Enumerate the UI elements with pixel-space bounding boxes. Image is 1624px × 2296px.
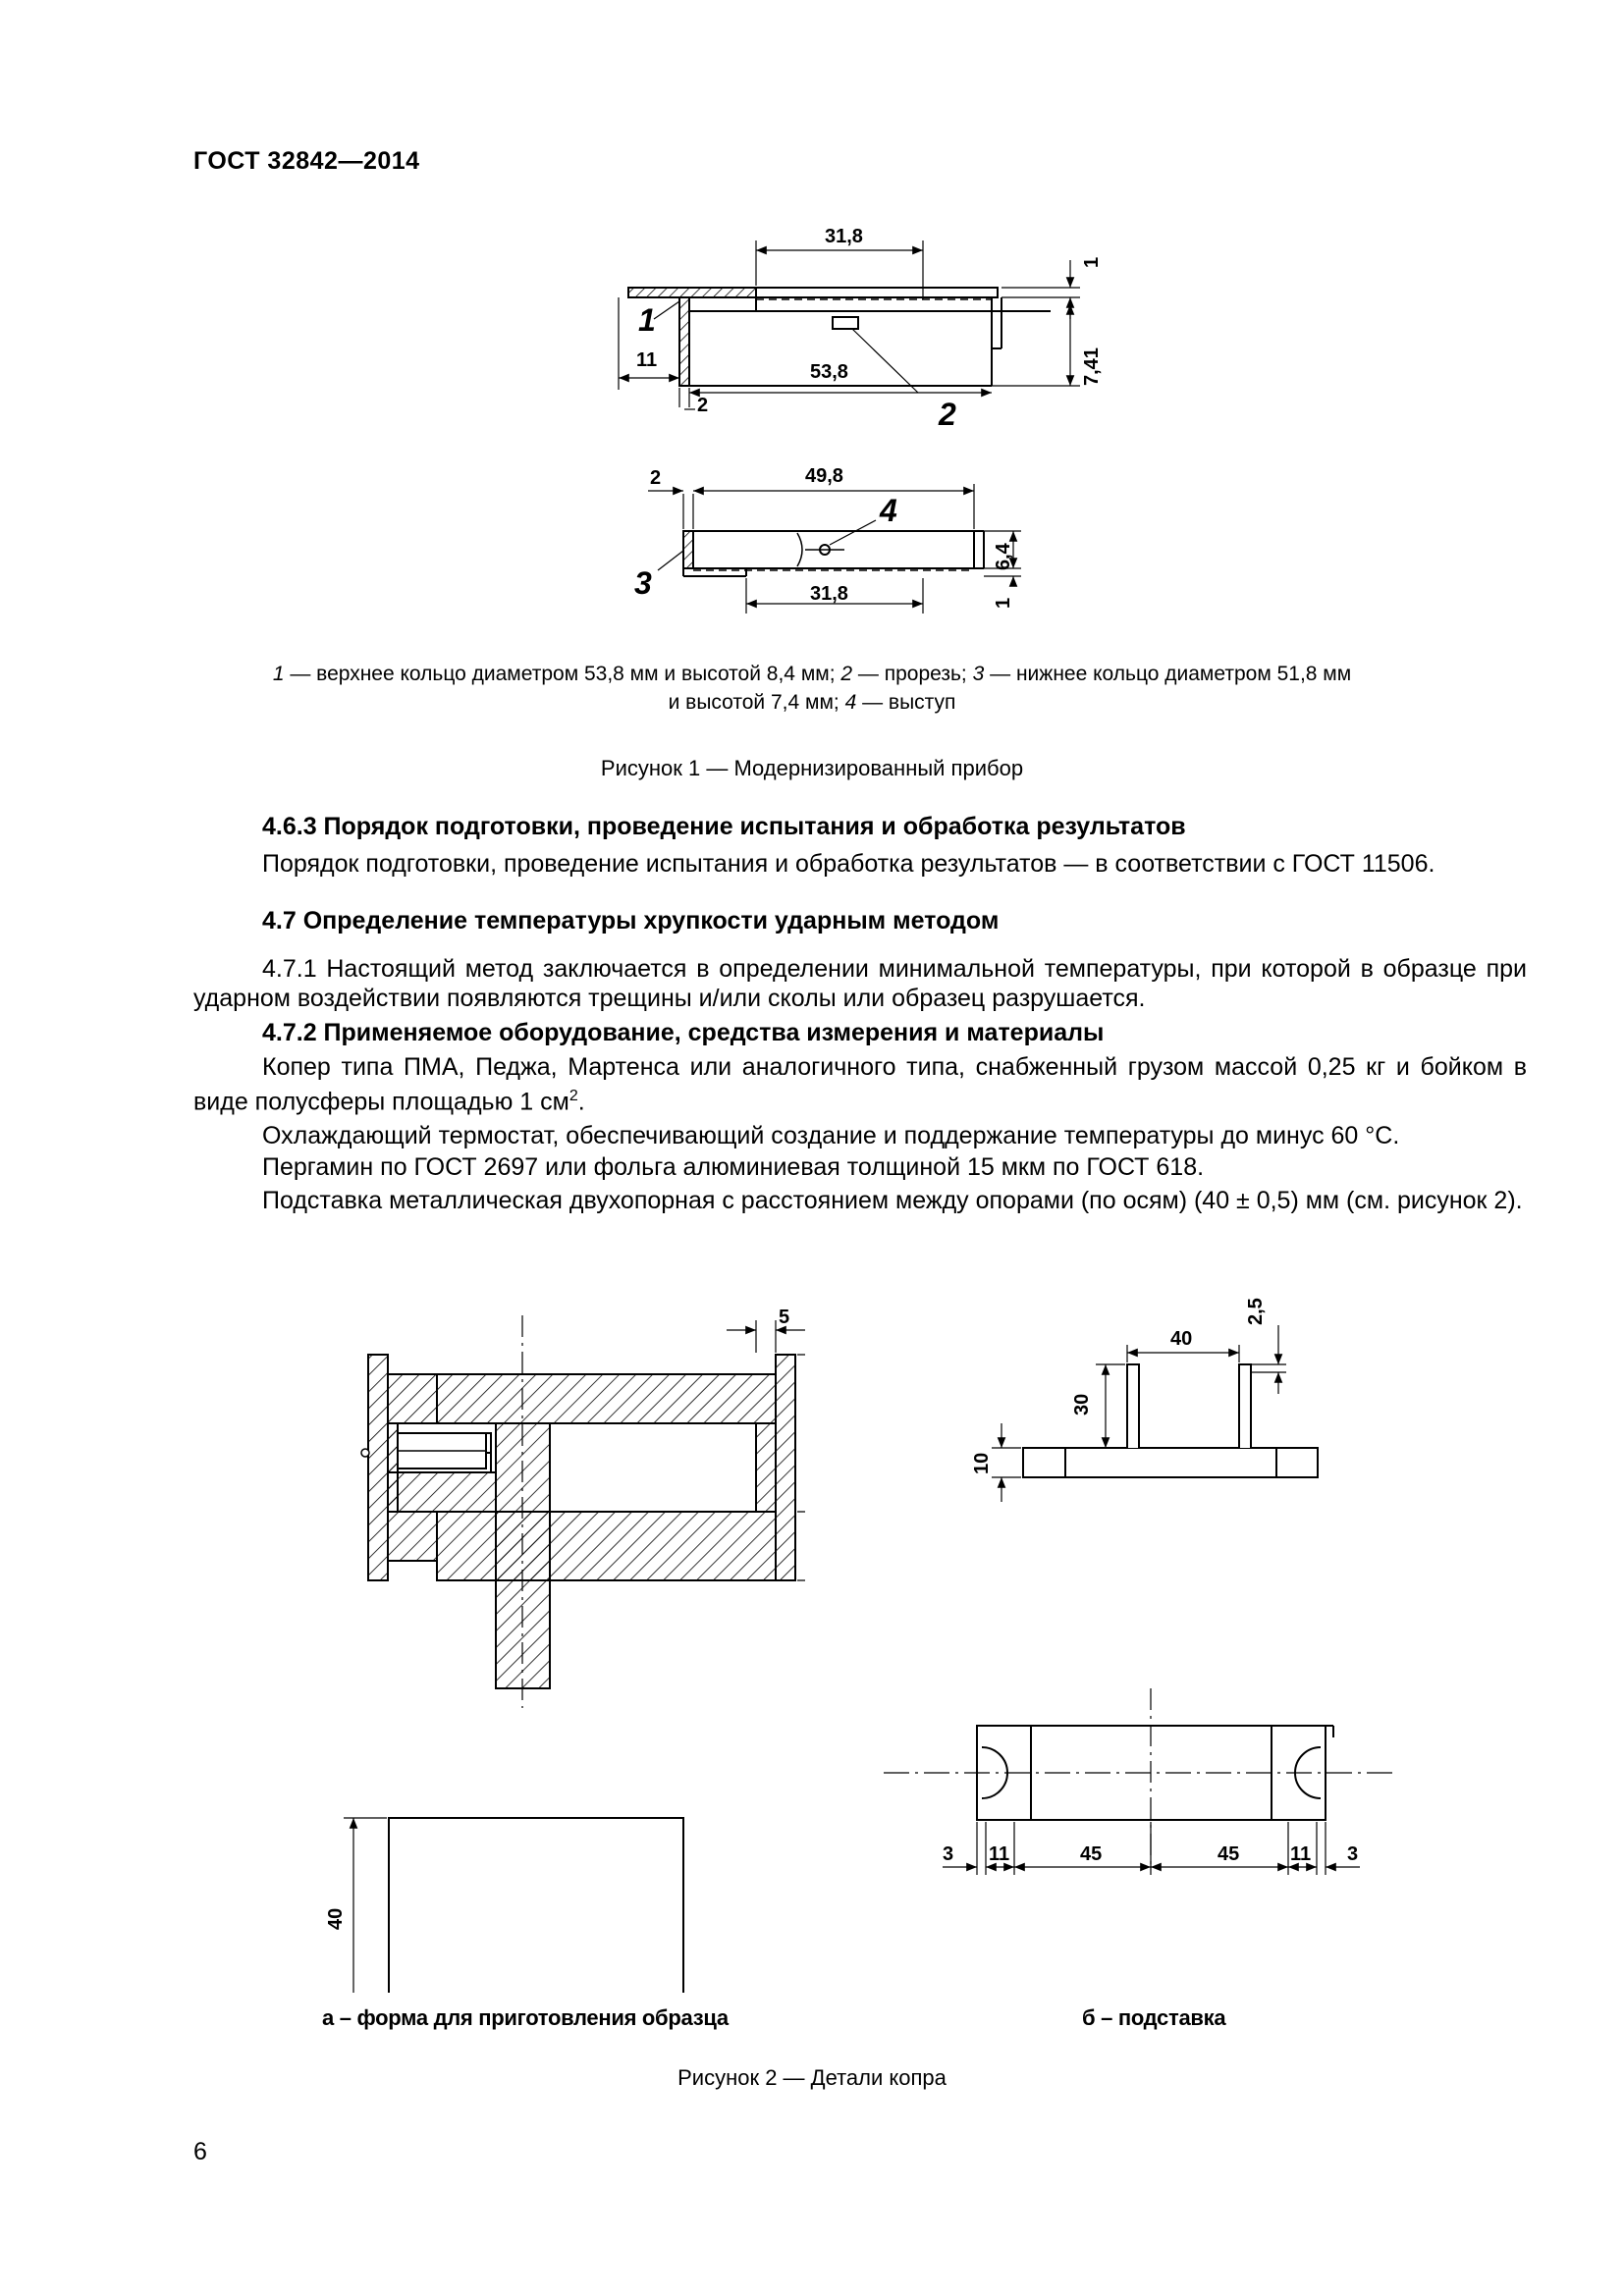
section-4-6-3-heading: 4.6.3 Порядок подготовки, проведение испытания и обработка результатов [262,813,1186,840]
dim-b-45-right: 45 [1218,1843,1240,1865]
dim-2-upper: 2 [697,395,709,416]
figure-2a-drawing [314,1296,805,1993]
section-4-7-2-heading: 4.7.2 Применяемое оборудование, средства измерения и материалы [262,1019,1105,1046]
dim-5: 5 [779,1307,790,1328]
legend-key-4: 4 [844,691,857,714]
section-4-7-heading: 4.7 Определение температуры хрупкости ударным методом [262,907,1000,934]
koper-superscript: 2 [568,1088,578,1104]
dim-2-lower: 2 [650,467,662,489]
dim-31-8-top: 31,8 [825,226,863,247]
figure-1-caption: Рисунок 1 — Модернизированный прибор [600,756,1024,780]
document-header: ГОСТ 32842—2014 [193,147,420,175]
legend-text-4: и высотой 7,4 мм; [668,691,845,714]
dim-b-2-5: 2,5 [1245,1298,1267,1325]
figure-1-legend [226,660,1398,717]
dim-6-4: 6,4 [993,543,1014,570]
dim-53-8: 53,8 [810,361,848,383]
page-number: 6 [193,2138,207,2165]
figure-2a-caption: а – форма для приготовления образца [322,2005,729,2030]
dim-11: 11 [636,349,658,371]
legend-key-1: 1 [272,663,285,685]
legend-text-1: — верхнее кольцо диаметром 53,8 мм и высотой 8,4 мм; [284,663,841,685]
legend-text-5: — выступ [856,691,956,714]
dim-b-3-right: 3 [1347,1843,1359,1865]
paragraph-pergamin: Пергамин по ГОСТ 2697 или фольга алюминиевая толщиной 15 мкм по ГОСТ 618. [262,1153,1205,1181]
dim-b-11-right: 11 [1290,1843,1312,1865]
dim-b-10: 10 [971,1452,993,1474]
dim-40: 40 [325,1907,347,1930]
koper-text: Копер типа ПМА, Педжа, Мартенса или аналогичного типа, снабженный грузом массой 0,25 кг и бойком в виде полусферы площадью 1 см [193,1053,1527,1116]
dim-49-8: 49,8 [805,465,843,487]
paragraph-thermostat: Охлаждающий термостат, обеспечивающий создание и поддержание температуры до минус 60 °С. [262,1122,1400,1149]
legend-key-3: 3 [972,663,985,685]
dim-31-8-bottom: 31,8 [810,583,848,605]
dim-1-top: 1 [1081,256,1103,268]
dim-7-41: 7,41 [1081,347,1103,386]
callout-2: 2 [939,397,956,432]
dim-b-3-left: 3 [943,1843,954,1865]
paragraph-koper [193,1052,1527,1116]
paragraph-stand: Подставка металлическая двухопорная с расстоянием между опорами (по осям) (40 ± 0,5) мм (см. рисунок 2). [262,1187,1523,1214]
figure-2b-drawing [864,1256,1414,1924]
figure-1-drawing [589,221,1119,614]
dim-b-45-left: 45 [1080,1843,1103,1865]
figure-2b-caption: б – подставка [1082,2005,1226,2030]
callout-4: 4 [880,493,897,528]
figure-2-caption: Рисунок 2 — Детали копра [677,2065,947,2090]
dim-b-40: 40 [1170,1328,1193,1350]
koper-end: . [577,1088,585,1116]
legend-text-2: — прорезь; [852,663,973,685]
dim-1-bottom: 1 [993,597,1014,609]
dim-b-30: 30 [1071,1393,1093,1415]
section-4-6-3-text: Порядок подготовки, проведение испытания и обработка результатов — в соответствии с ГОСТ 11506. [262,850,1435,878]
callout-3: 3 [634,565,652,601]
legend-key-2: 2 [840,663,853,685]
callout-1: 1 [638,302,656,338]
dim-b-11-left: 11 [989,1843,1010,1865]
section-4-7-1-text: 4.7.1 Настоящий метод заключается в определении минимальной температуры, при которой в образце при ударном воздействии появляются трещины и/или сколы или образец разрушается. [193,955,1527,1012]
legend-text-3: — нижнее кольцо диаметром 51,8 мм [984,663,1352,685]
